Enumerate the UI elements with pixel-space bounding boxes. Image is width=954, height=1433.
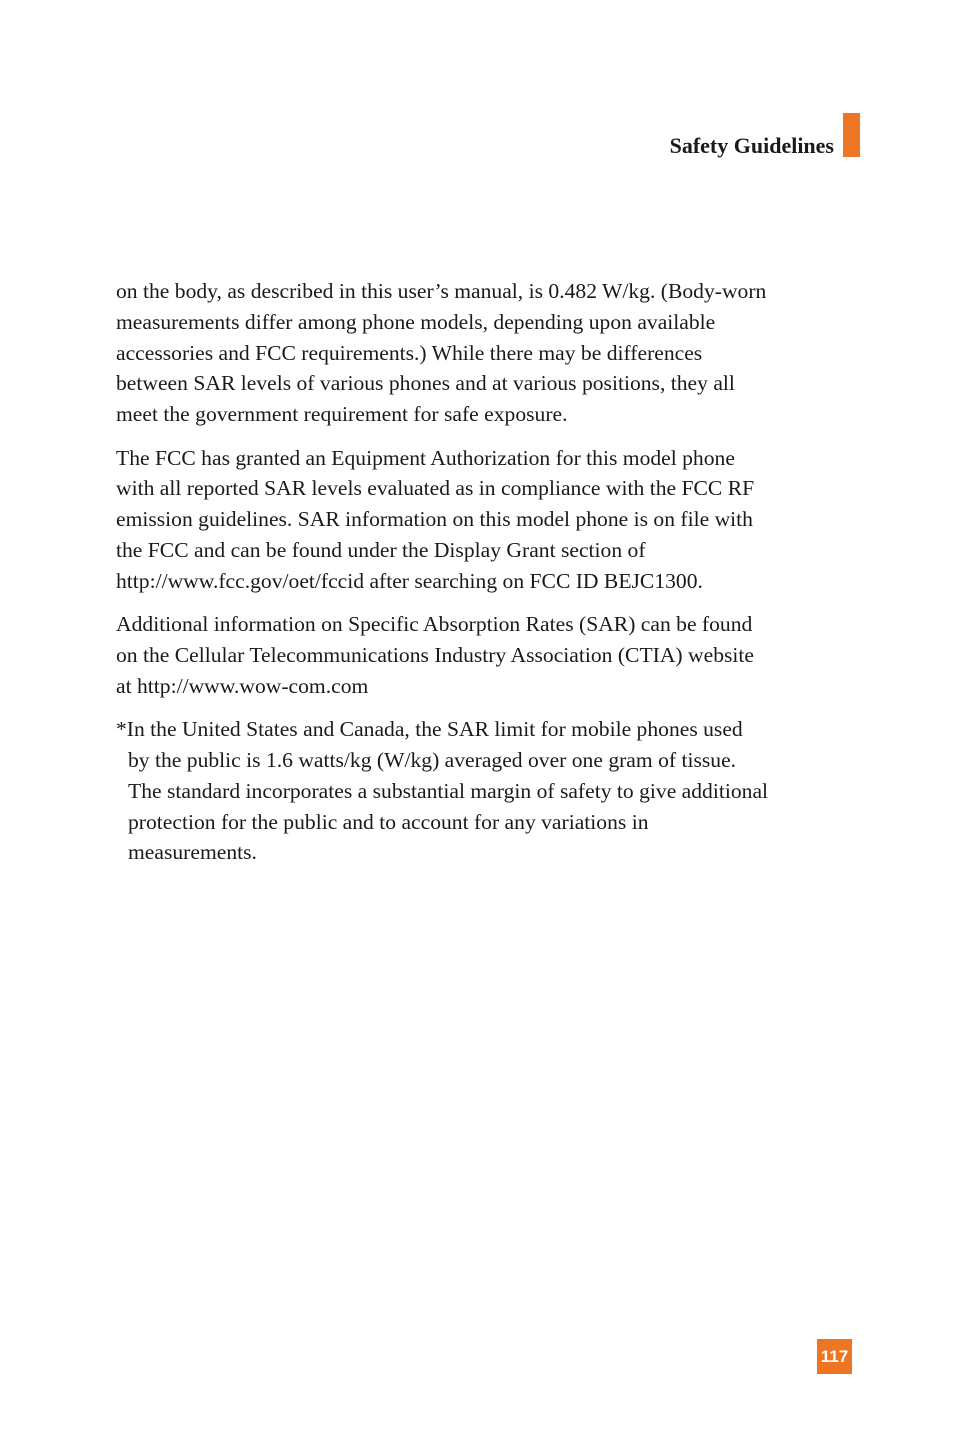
text-line: between SAR levels of various phones and at various positions, they all bbox=[116, 371, 735, 396]
text-line: http://www.fcc.gov/oet/fccid after searching on FCC ID BEJC1300. bbox=[116, 568, 703, 593]
section-title: Safety Guidelines bbox=[669, 133, 834, 158]
paragraph-ctia-info bbox=[116, 609, 866, 701]
text-line: protection for the public and to account for any variations in bbox=[128, 809, 649, 834]
text-line: at http://www.wow-com.com bbox=[116, 673, 369, 698]
text-line: with all reported SAR levels evaluated as in compliance with the FCC RF bbox=[116, 476, 755, 501]
text-line: The FCC has granted an Equipment Authorization for this model phone bbox=[116, 445, 735, 470]
text-line: measurements differ among phone models, depending upon available bbox=[116, 309, 716, 334]
text-line: emission guidelines. SAR information on this model phone is on file with bbox=[116, 507, 753, 532]
text-line: measurements. bbox=[128, 840, 257, 865]
text-line: meet the government requirement for safe exposure. bbox=[116, 402, 568, 427]
paragraph-body-worn-sar bbox=[116, 276, 866, 430]
body-text bbox=[116, 276, 866, 881]
page-number-badge: 117 bbox=[817, 1339, 852, 1374]
running-header bbox=[670, 113, 860, 157]
text-line: on the body, as described in this user’s manual, is 0.482 W/kg. (Body-worn bbox=[116, 279, 767, 303]
text-line: by the public is 1.6 watts/kg (W/kg) averaged over one gram of tissue. bbox=[128, 747, 737, 772]
text-line: The standard incorporates a substantial margin of safety to give additional bbox=[128, 778, 769, 803]
text-line: accessories and FCC requirements.) While there may be differences bbox=[116, 340, 703, 365]
text-line: *In the United States and Canada, the SAR limit for mobile phones used bbox=[116, 717, 743, 742]
text-line: on the Cellular Telecommunications Industry Association (CTIA) website bbox=[116, 642, 754, 667]
text-line: the FCC and can be found under the Display Grant section of bbox=[116, 537, 646, 562]
paragraph-fcc-authorization bbox=[116, 443, 866, 597]
text-line: Additional information on Specific Absorption Rates (SAR) can be found bbox=[116, 612, 753, 637]
paragraph-sar-limit-note bbox=[116, 714, 866, 868]
header-accent-bar bbox=[843, 113, 860, 157]
